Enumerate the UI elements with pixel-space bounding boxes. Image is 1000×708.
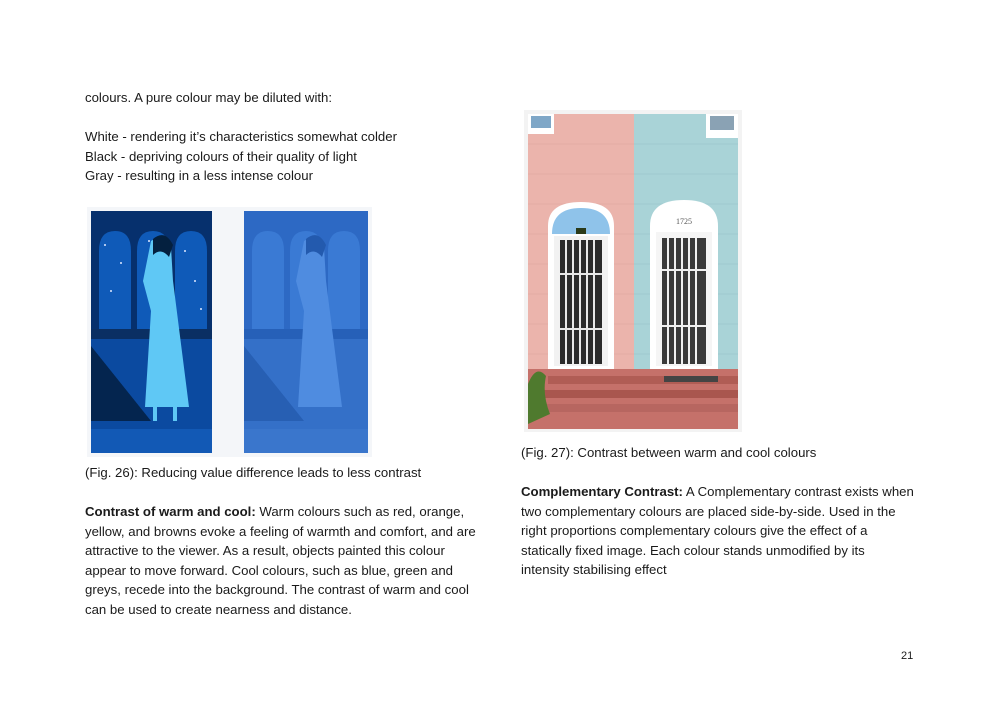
door-number: 1725 (676, 217, 692, 226)
complementary-line-1 (521, 482, 914, 502)
warm-cool-line-3: attractive to the viewer. As a result, objects painted this colour (85, 543, 445, 558)
fig26-illustration (87, 207, 372, 457)
warm-cool-line-2: yellow, and browns evoke a feeling of warmth and comfort, and are (85, 524, 476, 539)
complementary-line-4: statically fixed image. Each colour stands unmodified by its (521, 543, 865, 558)
fig27-caption: (Fig. 27): Contrast between warm and cool colours (521, 445, 817, 460)
complementary-text: A Complementary contrast exists when (682, 484, 914, 499)
high-contrast-panel (91, 211, 212, 453)
warm-cool-line-5: greys, recede into the background. The contrast of warm and cool (85, 582, 469, 597)
intro-line: colours. A pure colour may be diluted with: (85, 90, 333, 105)
warm-cool-heading: Contrast of warm and cool: (85, 504, 256, 519)
warm-cool-line-4: appear to move forward. Cool colours, such as blue, green and (85, 563, 453, 578)
low-contrast-panel (244, 211, 368, 453)
dilution-black: Black - depriving colours of their quality of light (85, 149, 357, 164)
complementary-heading: Complementary Contrast: (521, 484, 683, 499)
complementary-line-5: intensity stabilising effect (521, 562, 667, 577)
fig26-caption: (Fig. 26): Reducing value difference leads to less contrast (85, 465, 422, 480)
dilution-white: White - rendering it’s characteristics somewhat colder (85, 129, 397, 144)
warm-cool-line-6: can be used to create nearness and distance. (85, 602, 352, 617)
warm-cool-line-1 (85, 502, 464, 522)
fig27-photo (524, 110, 742, 432)
page-number: 21 (901, 650, 914, 662)
warm-cool-text: Warm colours such as red, orange, (255, 504, 465, 519)
complementary-line-2: two complementary colours are placed side-by-side. Used in the (521, 504, 896, 519)
dilution-gray: Gray - resulting in a less intense colour (85, 168, 313, 183)
complementary-line-3: right proportions complementary colours give the effect of a (521, 523, 868, 538)
